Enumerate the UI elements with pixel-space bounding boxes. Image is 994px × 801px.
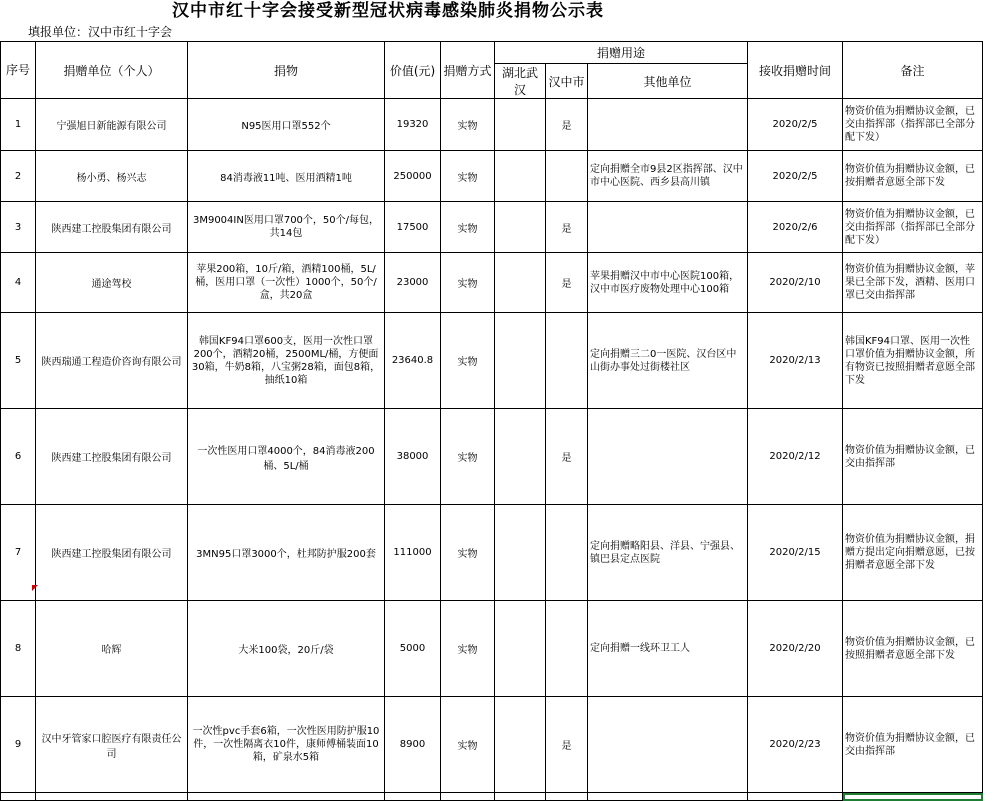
table-row[interactable] bbox=[1, 601, 983, 697]
cell-item[interactable]: 苹果200箱，10斤/箱，酒精100桶，5L/桶，医用口罩（一次性）1000个，50个/盒，共20盒 bbox=[188, 253, 385, 313]
cell-seq[interactable]: 8 bbox=[1, 601, 36, 697]
cell-other[interactable]: 定向捐赠略阳县、洋县、宁强县、镇巴县定点医院 bbox=[588, 505, 748, 601]
cell-note[interactable]: 物资价值为捐赠协议金额，已交由指挥部（指挥部已全部分配下发） bbox=[843, 202, 983, 253]
cell-seq[interactable]: 5 bbox=[1, 313, 36, 409]
cell-other[interactable] bbox=[588, 202, 748, 253]
cell-time[interactable]: 2020/2/6 bbox=[748, 202, 843, 253]
cell-empty[interactable] bbox=[36, 793, 188, 801]
cell-donor[interactable]: 陕西建工控股集团有限公司 bbox=[36, 409, 188, 505]
cell-other[interactable]: 定向捐赠三二0一医院、汉台区中山街办事处过街楼社区 bbox=[588, 313, 748, 409]
cell-donor[interactable]: 汉中牙管家口腔医疗有限责任公司 bbox=[36, 697, 188, 793]
cell-donor[interactable]: 宁强旭日新能源有限公司 bbox=[36, 99, 188, 151]
header-note[interactable]: 备注 bbox=[843, 42, 983, 99]
table-row[interactable] bbox=[1, 793, 983, 801]
header-seq[interactable]: 序号 bbox=[1, 42, 36, 99]
cell-wuhan[interactable] bbox=[495, 601, 546, 697]
cell-hanzhong[interactable]: 是 bbox=[546, 99, 588, 151]
cell-donor[interactable]: 杨小勇、杨兴志 bbox=[36, 151, 188, 202]
cell-hanzhong[interactable]: 是 bbox=[546, 697, 588, 793]
cell-seq[interactable]: 3 bbox=[1, 202, 36, 253]
table-row[interactable] bbox=[1, 409, 983, 505]
cell-value[interactable]: 17500 bbox=[385, 202, 441, 253]
cell-value[interactable]: 5000 bbox=[385, 601, 441, 697]
header-usage[interactable]: 捐赠用途 bbox=[495, 42, 748, 64]
cell-donor[interactable]: 陕西瑞通工程造价咨询有限公司 bbox=[36, 313, 188, 409]
cell-empty[interactable] bbox=[385, 793, 441, 801]
header-method[interactable]: 捐赠方式 bbox=[441, 42, 495, 99]
header-donor[interactable]: 捐赠单位（个人） bbox=[36, 42, 188, 99]
cell-seq[interactable]: 9 bbox=[1, 697, 36, 793]
cell-time[interactable]: 2020/2/20 bbox=[748, 601, 843, 697]
cell-time[interactable]: 2020/2/13 bbox=[748, 313, 843, 409]
cell-empty[interactable] bbox=[748, 793, 843, 801]
cell-hanzhong[interactable] bbox=[546, 601, 588, 697]
cell-seq[interactable]: 6 bbox=[1, 409, 36, 505]
cell-time[interactable]: 2020/2/5 bbox=[748, 151, 843, 202]
cell-hanzhong[interactable]: 是 bbox=[546, 202, 588, 253]
cell-seq[interactable]: 4 bbox=[1, 253, 36, 313]
cell-other[interactable] bbox=[588, 697, 748, 793]
cell-empty[interactable] bbox=[546, 793, 588, 801]
table-row[interactable] bbox=[1, 99, 983, 151]
cell-value[interactable]: 19320 bbox=[385, 99, 441, 151]
cell-method[interactable]: 实物 bbox=[441, 202, 495, 253]
cell-method[interactable]: 实物 bbox=[441, 409, 495, 505]
cell-time[interactable]: 2020/2/23 bbox=[748, 697, 843, 793]
cell-donor[interactable]: 陕西建工控股集团有限公司 bbox=[36, 202, 188, 253]
cell-other[interactable]: 定向捐赠全市9县2区指挥部、汉中市中心医院、西乡县高川镇 bbox=[588, 151, 748, 202]
cell-wuhan[interactable] bbox=[495, 202, 546, 253]
cell-other[interactable]: 定向捐赠一线环卫工人 bbox=[588, 601, 748, 697]
cell-item[interactable]: 韩国KF94口罩600支，医用一次性口罩200个，酒精20桶，2500ML/桶，方便面30箱，牛奶8箱，八宝粥28箱，面包8箱，抽纸10箱 bbox=[188, 313, 385, 409]
table-row[interactable] bbox=[1, 697, 983, 793]
cell-empty[interactable] bbox=[495, 793, 546, 801]
cell-hanzhong[interactable] bbox=[546, 313, 588, 409]
selected-cell[interactable] bbox=[843, 793, 983, 801]
comment-marker bbox=[32, 585, 38, 591]
cell-empty[interactable] bbox=[588, 793, 748, 801]
cell-note[interactable]: 物资价值为捐赠协议金额，苹果已全部下发，酒精、医用口罩已交由指挥部 bbox=[843, 253, 983, 313]
table-row[interactable] bbox=[1, 202, 983, 253]
cell-item[interactable]: 一次性pvc手套6箱，一次性医用防护服10件，一次性隔离衣10件，康师傅桶装面10箱，矿泉水5箱 bbox=[188, 697, 385, 793]
cell-note[interactable]: 物资价值为捐赠协议金额，已按捐赠者意愿全部下发 bbox=[843, 151, 983, 202]
cell-wuhan[interactable] bbox=[495, 313, 546, 409]
cell-value[interactable]: 111000 bbox=[385, 505, 441, 601]
cell-wuhan[interactable] bbox=[495, 99, 546, 151]
cell-hanzhong[interactable]: 是 bbox=[546, 253, 588, 313]
cell-hanzhong[interactable] bbox=[546, 151, 588, 202]
cell-value[interactable]: 38000 bbox=[385, 409, 441, 505]
cell-donor[interactable]: 陕西建工控股集团有限公司 bbox=[36, 505, 188, 601]
cell-time[interactable]: 2020/2/12 bbox=[748, 409, 843, 505]
cell-method[interactable]: 实物 bbox=[441, 99, 495, 151]
cell-other[interactable] bbox=[588, 409, 748, 505]
cell-seq[interactable]: 7 bbox=[1, 505, 36, 601]
cell-note[interactable]: 韩国KF94口罩、医用一次性口罩价值为捐赠协议金额，所有物资已按照捐赠者意愿全部下发 bbox=[843, 313, 983, 409]
cell-wuhan[interactable] bbox=[495, 409, 546, 505]
table-row[interactable] bbox=[1, 313, 983, 409]
cell-time[interactable]: 2020/2/10 bbox=[748, 253, 843, 313]
cell-time[interactable]: 2020/2/5 bbox=[748, 99, 843, 151]
cell-value[interactable]: 23640.8 bbox=[385, 313, 441, 409]
header-other[interactable]: 其他单位 bbox=[588, 64, 748, 99]
cell-note[interactable]: 物资价值为捐赠协议金额，已交由指挥部 bbox=[843, 409, 983, 505]
cell-empty[interactable] bbox=[441, 793, 495, 801]
cell-note[interactable]: 物资价值为捐赠协议金额，已交由指挥部（指挥部已全部分配下发） bbox=[843, 99, 983, 151]
cell-other[interactable]: 苹果捐赠汉中市中心医院100箱，汉中市医疗废物处理中心100箱 bbox=[588, 253, 748, 313]
reporting-unit: 填报单位：汉中市红十字会 bbox=[28, 25, 173, 39]
header-hanzhong[interactable]: 汉中市 bbox=[546, 64, 588, 99]
cell-time[interactable]: 2020/2/15 bbox=[748, 505, 843, 601]
cell-empty[interactable] bbox=[188, 793, 385, 801]
cell-note[interactable]: 物资价值为捐赠协议金额，已按照捐赠者意愿全部下发 bbox=[843, 601, 983, 697]
cell-value[interactable]: 250000 bbox=[385, 151, 441, 202]
cell-seq[interactable]: 1 bbox=[1, 99, 36, 151]
cell-method[interactable]: 实物 bbox=[441, 697, 495, 793]
header-time[interactable]: 接收捐赠时间 bbox=[748, 42, 843, 99]
cell-item[interactable]: 3M9004IN医用口罩700个，50个/每包，共14包 bbox=[188, 202, 385, 253]
cell-other[interactable] bbox=[588, 99, 748, 151]
cell-empty[interactable] bbox=[1, 793, 36, 801]
cell-wuhan[interactable] bbox=[495, 253, 546, 313]
cell-wuhan[interactable] bbox=[495, 505, 546, 601]
cell-item[interactable]: N95医用口罩552个 bbox=[188, 99, 385, 151]
cell-note[interactable]: 物资价值为捐赠协议金额，捐赠方提出定向捐赠意愿，已按捐赠者意愿全部下发 bbox=[843, 505, 983, 601]
cell-method[interactable]: 实物 bbox=[441, 151, 495, 202]
cell-wuhan[interactable] bbox=[495, 151, 546, 202]
table-row[interactable] bbox=[1, 505, 983, 601]
cell-method[interactable]: 实物 bbox=[441, 601, 495, 697]
cell-donor[interactable]: 哈辉 bbox=[36, 601, 188, 697]
sheet-title: 汉中市红十字会接受新型冠状病毒感染肺炎捐物公示表 bbox=[172, 1, 604, 21]
cell-hanzhong[interactable] bbox=[546, 505, 588, 601]
header-wuhan[interactable]: 湖北武汉 bbox=[495, 64, 546, 99]
cell-donor[interactable]: 通途驾校 bbox=[36, 253, 188, 313]
cell-method[interactable]: 实物 bbox=[441, 505, 495, 601]
header-item[interactable]: 捐物 bbox=[188, 42, 385, 99]
cell-item[interactable]: 一次性医用口罩4000个，84消毒液200桶、5L/桶 bbox=[188, 409, 385, 505]
cell-item[interactable]: 3MN95口罩3000个，杜邦防护服200套 bbox=[188, 505, 385, 601]
cell-method[interactable]: 实物 bbox=[441, 313, 495, 409]
cell-seq[interactable]: 2 bbox=[1, 151, 36, 202]
cell-note[interactable]: 物资价值为捐赠协议金额，已交由指挥部 bbox=[843, 697, 983, 793]
cell-item[interactable]: 84消毒液11吨、医用酒精1吨 bbox=[188, 151, 385, 202]
cell-wuhan[interactable] bbox=[495, 697, 546, 793]
cell-item[interactable]: 大米100袋，20斤/袋 bbox=[188, 601, 385, 697]
table-row[interactable] bbox=[1, 253, 983, 313]
table-row[interactable] bbox=[1, 151, 983, 202]
header-value[interactable]: 价值(元) bbox=[385, 42, 441, 99]
cell-hanzhong[interactable]: 是 bbox=[546, 409, 588, 505]
cell-method[interactable]: 实物 bbox=[441, 253, 495, 313]
donation-table bbox=[0, 41, 983, 801]
cell-value[interactable]: 23000 bbox=[385, 253, 441, 313]
cell-value[interactable]: 8900 bbox=[385, 697, 441, 793]
